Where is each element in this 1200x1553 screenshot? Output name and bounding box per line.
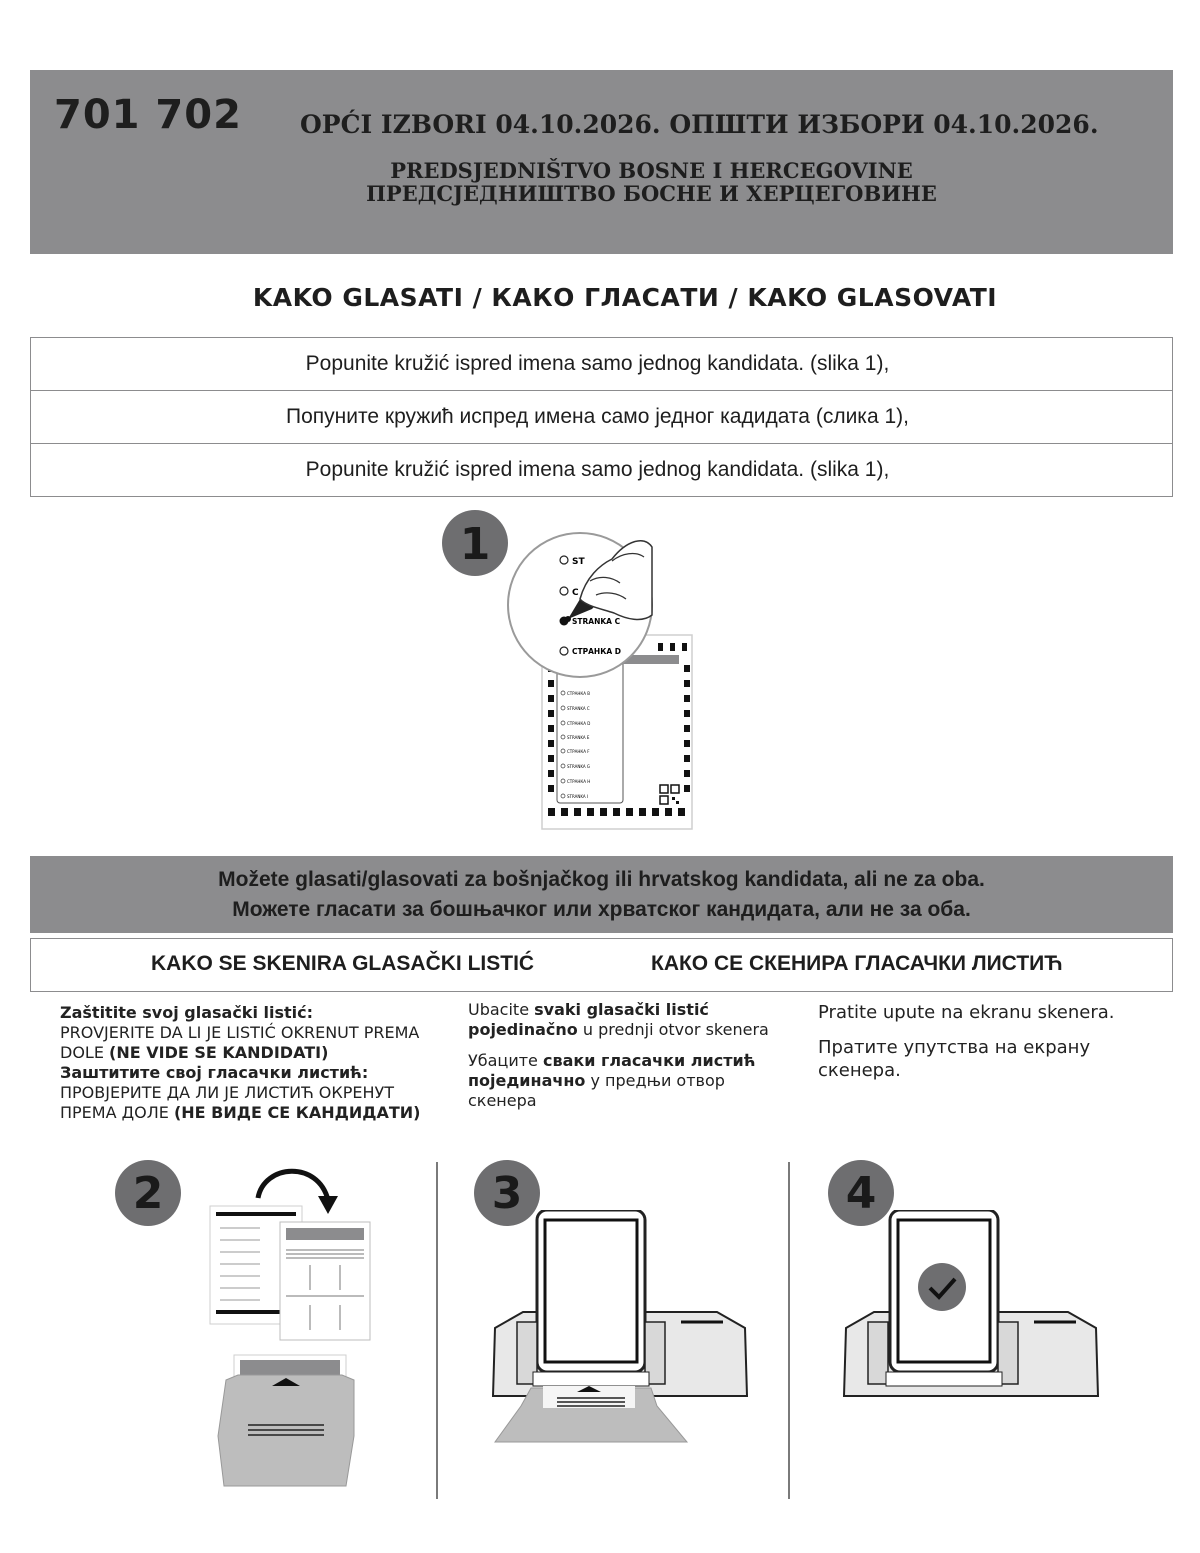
subtitle-latin: PREDSJEDNIŠTVO BOSNE I HERCEGOVINE xyxy=(390,158,913,183)
ballot-row-label: STRANKA I xyxy=(567,794,589,799)
checkmark-icon xyxy=(918,1263,966,1311)
instruction-row xyxy=(30,390,1173,444)
check-text-latin: PROVJERITE DA LI JE LISTIĆ OKRENUT PREMA DOLE xyxy=(60,1023,420,1062)
notice-latin: Možete glasati/glasovati za bošnjačkog ili hrvatskog kandidata, ali ne za oba. xyxy=(218,868,985,891)
ballot-code: 701 702 xyxy=(54,92,242,138)
step4-number: 4 xyxy=(845,1167,877,1219)
choice-notice-banner xyxy=(30,856,1173,933)
flip-arrow-icon xyxy=(258,1171,328,1200)
step4-instructions xyxy=(818,1001,1163,1093)
zoom-label: СТРАНКА D xyxy=(572,647,621,656)
protect-heading-cyrillic: Заштитите свој гласачки листић: xyxy=(60,1063,369,1082)
insert-emphasis-cyrillic: сваки гласачки листић појединачно xyxy=(468,1051,756,1090)
protect-heading-latin: Zaštitite svoj glasački listić: xyxy=(60,1003,313,1022)
check-text-cyrillic: ПРОВЈЕРИТЕ ДА ЛИ ЈЕ ЛИСТИЋ ОКРЕНУТ ПРЕМА ДОЛЕ xyxy=(60,1083,395,1122)
ballot-row-label: СТРАНКА H xyxy=(567,779,591,784)
ballot-row-label: СТРАНКА F xyxy=(567,749,590,754)
subtitle-cyrillic: ПРЕДСЈЕДНИШТВО БОСНЕ И ХЕРЦЕГОВИНЕ xyxy=(366,181,937,206)
ballot-row-label: СТРАНКА B xyxy=(567,691,590,696)
insert-text-cyrillic-end: у предњи отвор скенера xyxy=(468,1071,725,1110)
notice-cyrillic: Можете гласати за бошњачког или хрватског кандидата, али не за оба. xyxy=(232,898,971,921)
step1-number: 1 xyxy=(459,519,491,570)
header-banner xyxy=(30,70,1173,254)
ballot-row-label: STRANKA G xyxy=(567,764,590,769)
step2-instructions xyxy=(60,1003,455,1123)
instruction-row xyxy=(30,337,1173,391)
election-title: OPĆI IZBORI 04.10.2026. ОПШТИ ИЗБОРИ 04.10.2026. xyxy=(300,110,1099,139)
insert-text-latin-end: u prednji otvor skenera xyxy=(577,1020,769,1039)
instruction-text: Попуните кружић испред имена само једног кадидата (слика 1), xyxy=(286,405,909,428)
step4-scanner-illustration xyxy=(838,1210,1108,1410)
zoom-label: ST xyxy=(572,557,585,567)
insert-text-latin: Ubacite xyxy=(468,1000,535,1019)
step2-number: 2 xyxy=(132,1167,164,1219)
zoom-label: STRANKA C xyxy=(572,617,621,626)
instruction-text: Popunite kružić ispred imena samo jednog kandidata. (slika 1), xyxy=(305,458,890,481)
insert-emphasis-latin: svaki glasački listić pojedinačno xyxy=(468,1000,709,1039)
ballot-row-label: STRANKA E xyxy=(567,735,590,740)
column-divider xyxy=(788,1162,790,1499)
instruction-row xyxy=(30,443,1173,497)
scan-heading-cyrillic: КАКО СЕ СКЕНИРА ГЛАСАЧКИ ЛИСТИЋ xyxy=(651,952,1063,975)
step1-illustration xyxy=(430,505,710,835)
insert-text-cyrillic: Убаците xyxy=(468,1051,543,1070)
zoom-label: C xyxy=(572,588,579,598)
step2-badge xyxy=(115,1160,181,1226)
scan-heading-latin: KAKO SE SKENIRA GLASAČKI LISTIĆ xyxy=(151,952,535,975)
check-emphasis-latin: (NE VIDE SE KANDIDATI) xyxy=(109,1043,329,1062)
ballot-row-label: STRANKA C xyxy=(567,706,590,711)
follow-text-cyrillic: Пратите упутства на екрану скенера. xyxy=(818,1037,1091,1081)
follow-text-latin: Pratite upute na ekranu skenera. xyxy=(818,1002,1115,1023)
check-emphasis-cyrillic: (НЕ ВИДЕ СЕ КАНДИДАТИ) xyxy=(173,1103,421,1122)
scan-heading-box xyxy=(30,938,1173,992)
instruction-text: Popunite kružić ispred imena samo jednog kandidata. (slika 1), xyxy=(305,352,890,375)
column-divider xyxy=(436,1162,438,1499)
step3-number: 3 xyxy=(491,1167,523,1219)
ballot-row-label: СТРАНКА D xyxy=(567,721,591,726)
how-to-vote-heading: KAKO GLASATI / КАКО ГЛАСАТИ / KAKO GLASOVATI xyxy=(252,283,998,312)
step3-scanner-illustration xyxy=(485,1210,755,1450)
step3-instructions xyxy=(468,1000,798,1122)
step2-illustration xyxy=(200,1150,400,1495)
